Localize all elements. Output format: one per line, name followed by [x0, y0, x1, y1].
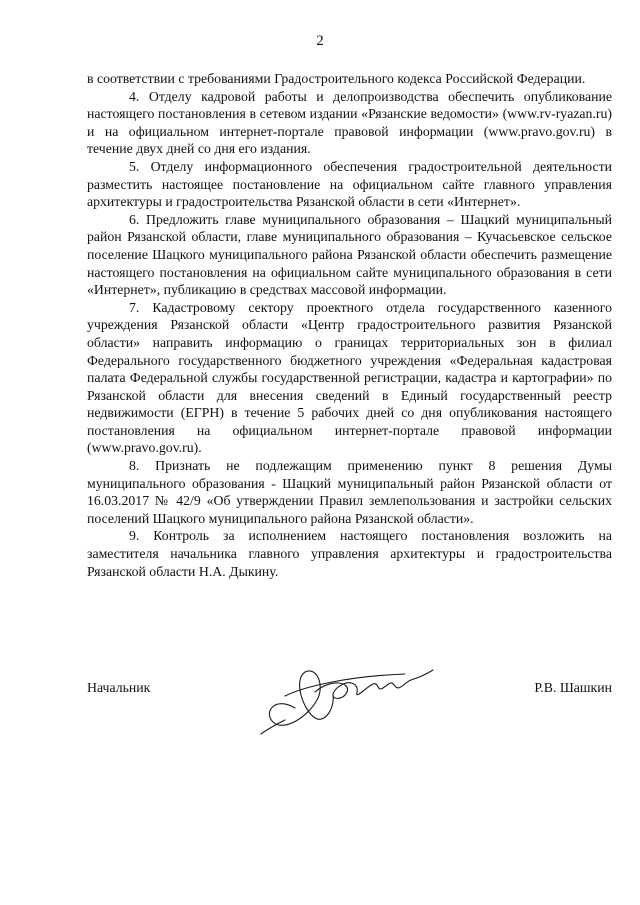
- handwritten-signature: [255, 648, 445, 738]
- signatory-name: Р.В. Шашкин: [534, 680, 612, 695]
- signatory-title: Начальник: [87, 680, 151, 695]
- paragraph-continuation: в соответствии с требованиями Градостроительного кодекса Российской Федерации.: [87, 71, 586, 86]
- paragraph-item-4: 4. Отделу кадровой работы и делопроизводства обеспечить опубликование настоящего постановления в сетевом издании «Рязанские ведомости» (www.rv-ryazan.ru) и на официальном интернет-портале правовой информации (www.pravo.gov.ru) в течение двух дней со дня его издания.: [87, 88, 612, 157]
- paragraph-item-8: 8. Признать не подлежащим применению пункт 8 решения Думы муниципального образования - Шацкий муниципальный район Рязанской области от 16.03.2017 № 42/9 «Об утверждении Правил землепользования и застройки сельских поселений Шацкого муниципального района Рязанской области».: [87, 458, 612, 526]
- paragraph-item-5: 5. Отделу информационного обеспечения градостроительной деятельности разместить настоящее постановление на официальном сайте главного управления архитектуры и градостроительства Рязанской области в сети «Интернет».: [87, 158, 612, 210]
- paragraph-item-6: 6. Предложить главе муниципального образования – Шацкий муниципальный район Рязанской области, главе муниципального образования – Кучасьевское сельское поселение Шацкого муниципального района Рязанской области обеспечить размещение настоящего постановления на официальном сайте муниципального образования в сети «Интернет», публикацию в средствах массовой информации.: [87, 211, 612, 298]
- page-number: 2: [316, 33, 324, 49]
- document-body: [87, 70, 612, 580]
- paragraph-item-7: 7. Кадастровому сектору проектного отдела государственного казенного учреждения Рязанской области «Центр градостроительного развития Рязанской области» направить информацию о границах территориальных зон в филиал Федерального государственного бюджетного учреждения «Федеральная кадастровая палата Федеральной службы государственной регистрации, кадастра и картографии» по Рязанской области для внесения сведений в Единый государственный реестр недвижимости (ЕГРН) в течение 5 рабочих дней со дня опубликования настоящего постановления на официальном интернет-портале правовой информации (www.pravo.gov.ru).: [87, 299, 612, 456]
- paragraph-item-9: 9. Контроль за исполнением настоящего постановления возложить на заместителя начальника главного управления архитектуры и градостроительства Рязанской области Н.А. Дыкину.: [87, 528, 612, 579]
